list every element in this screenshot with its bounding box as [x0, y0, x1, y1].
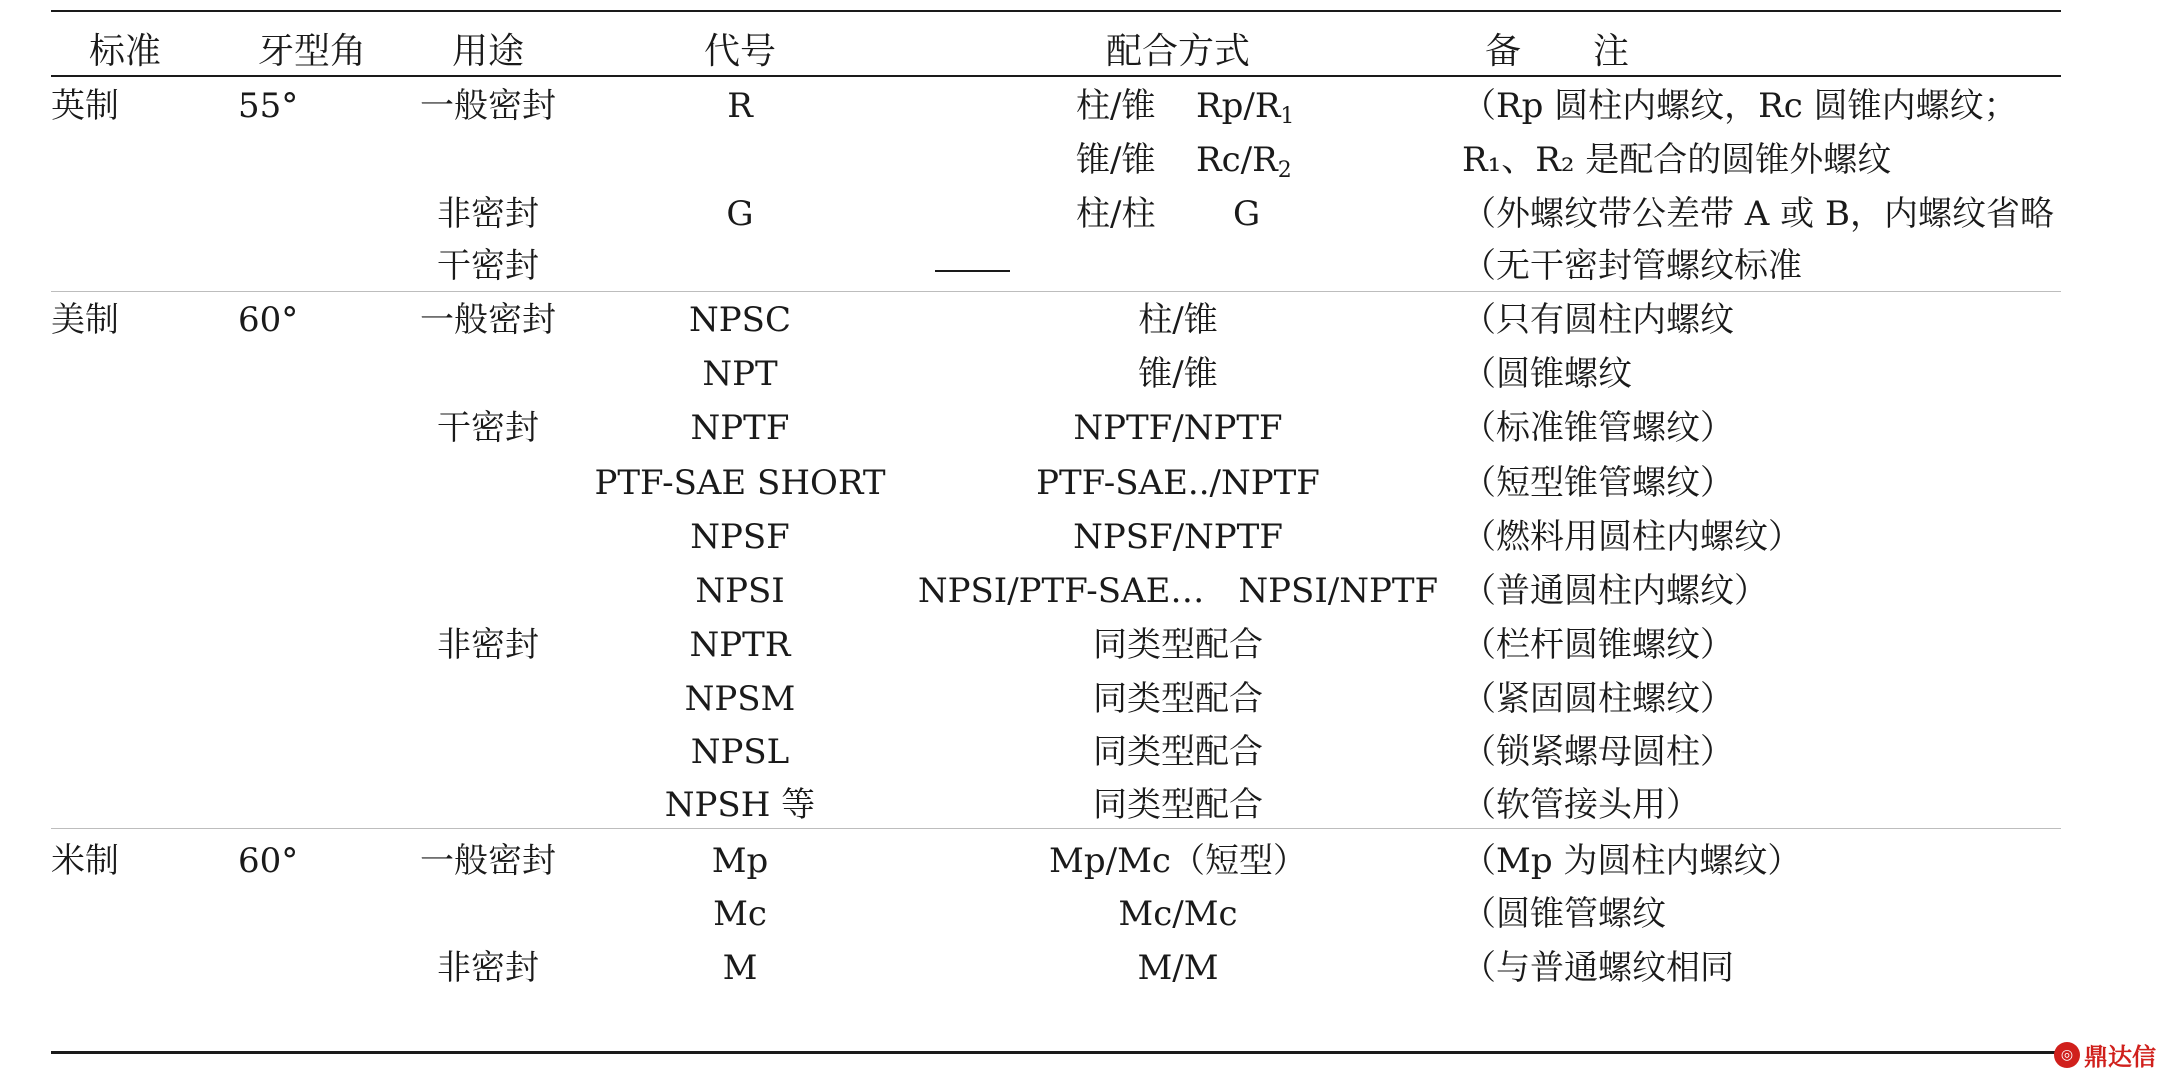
- note-cell: （普通圆柱内螺纹）: [1462, 571, 1768, 611]
- fit-cell: 同类型配合: [1093, 785, 1263, 825]
- fit-cell: 锥/锥: [1138, 354, 1218, 394]
- code-cell: G: [726, 194, 754, 234]
- note-cell: （标准锥管螺纹）: [1462, 408, 1734, 448]
- watermark-text: 鼎达信: [2084, 1043, 2156, 1071]
- code-cell: NPTF: [690, 408, 790, 448]
- note-cell: （圆锥螺纹: [1462, 354, 1632, 394]
- column-header: 标准: [88, 31, 162, 72]
- usage-cell: 非密封: [437, 194, 539, 234]
- group-divider: [51, 291, 2061, 292]
- fit-type-cell: 柱/柱: [1076, 194, 1156, 234]
- empty-fit-dash: [935, 270, 1010, 272]
- fit-code-text: Rp/R: [1196, 86, 1281, 126]
- note-cell: （外螺纹带公差带 A 或 B，内螺纹省略: [1462, 194, 2054, 234]
- fit-cell: Mp/Mc（短型）: [1049, 841, 1307, 881]
- note-cell: R₁、R₂ 是配合的圆锥外螺纹: [1462, 140, 1892, 180]
- thread-angle-cell: 60°: [238, 841, 299, 881]
- code-cell: NPSL: [690, 732, 790, 772]
- note-cell: （锁紧螺母圆柱）: [1462, 732, 1734, 772]
- fit-code-subscript: 1: [1280, 104, 1295, 129]
- code-cell: Mc: [713, 894, 767, 934]
- fit-code-subscript: 2: [1277, 158, 1292, 183]
- usage-cell: 一般密封: [420, 86, 556, 126]
- standard-cell: 美制: [51, 300, 119, 340]
- fit-code-text: G: [1233, 194, 1261, 234]
- table-bottom-rule: [51, 1051, 2061, 1054]
- usage-cell: 一般密封: [420, 841, 556, 881]
- fit-type-cell: 柱/锥: [1076, 86, 1156, 126]
- fit-cell: Mc/Mc: [1118, 894, 1238, 934]
- column-header: 配合方式: [1105, 31, 1251, 72]
- usage-cell: 干密封: [437, 246, 539, 286]
- code-cell: R: [727, 86, 753, 126]
- code-cell: Mp: [711, 841, 769, 881]
- fit-type-cell: 锥/锥: [1076, 140, 1156, 180]
- code-cell: NPSI: [695, 571, 785, 611]
- note-cell: （短型锥管螺纹）: [1462, 463, 1734, 503]
- fit-cell: M/M: [1137, 948, 1219, 988]
- column-header: 牙型角: [257, 31, 367, 72]
- code-cell: NPT: [702, 354, 778, 394]
- fit-cell: PTF-SAE../NPTF: [1036, 463, 1320, 503]
- note-cell: （栏杆圆锥螺纹）: [1462, 625, 1734, 665]
- logo-icon: ◎: [2054, 1042, 2080, 1068]
- code-cell: NPSF: [690, 517, 790, 557]
- note-cell: （Rp 圆柱内螺纹，Rc 圆锥内螺纹；: [1462, 86, 2018, 126]
- fit-cell: 柱/锥: [1138, 300, 1218, 340]
- note-cell: （圆锥管螺纹: [1462, 894, 1666, 934]
- code-cell: NPSH 等: [664, 785, 816, 825]
- code-cell: NPSC: [689, 300, 791, 340]
- usage-cell: 干密封: [437, 408, 539, 448]
- fit-cell: 同类型配合: [1093, 732, 1263, 772]
- note-cell: （紧固圆柱螺纹）: [1462, 679, 1734, 719]
- column-header: 备 注: [1484, 31, 1630, 72]
- fit-cell: 同类型配合: [1093, 625, 1263, 665]
- column-header: 用途: [451, 31, 525, 72]
- thread-angle-cell: 60°: [238, 300, 299, 340]
- code-cell: NPTR: [689, 625, 791, 665]
- note-cell: （无干密封管螺纹标准: [1462, 246, 1802, 286]
- usage-cell: 非密封: [437, 625, 539, 665]
- fit-code-cell: [1196, 135, 1292, 185]
- usage-cell: 一般密封: [420, 300, 556, 340]
- note-cell: （软管接头用）: [1462, 785, 1700, 825]
- column-header: 代号: [703, 31, 777, 72]
- code-cell: NPSM: [684, 679, 796, 719]
- watermark-logo: [2054, 1037, 2156, 1072]
- note-cell: （Mp 为圆柱内螺纹）: [1462, 841, 1802, 881]
- standard-cell: 英制: [51, 86, 119, 126]
- note-cell: （与普通螺纹相同: [1462, 948, 1734, 988]
- fit-code-cell: [1196, 81, 1294, 131]
- usage-cell: 非密封: [437, 948, 539, 988]
- group-divider: [51, 828, 2061, 829]
- note-cell: （只有圆柱内螺纹: [1462, 300, 1734, 340]
- fit-cell: NPTF/NPTF: [1073, 408, 1283, 448]
- code-cell: PTF-SAE SHORT: [594, 463, 886, 503]
- fit-cell: 同类型配合: [1093, 679, 1263, 719]
- standard-cell: 米制: [51, 841, 119, 881]
- fit-code-cell: [1233, 189, 1260, 239]
- table-top-rule: [51, 10, 2061, 12]
- note-cell: （燃料用圆柱内螺纹）: [1462, 517, 1802, 557]
- code-cell: M: [722, 948, 758, 988]
- fit-code-text: Rc/R: [1196, 140, 1278, 180]
- fit-cell: NPSF/NPTF: [1073, 517, 1283, 557]
- thread-angle-cell: 55°: [238, 86, 299, 126]
- fit-cell: NPSI/PTF-SAE… NPSI/NPTF: [917, 571, 1439, 611]
